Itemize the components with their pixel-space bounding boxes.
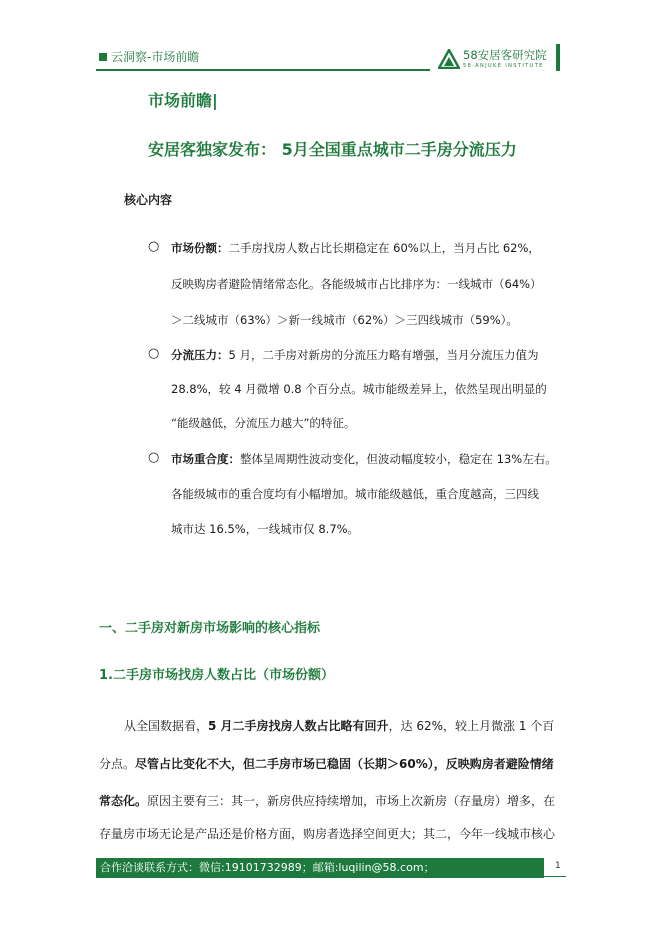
paragraph-line	[99, 755, 554, 773]
footer-contact: 合作洽谈联系方式：微信:19101732989；邮箱:luqilin@58.com；	[100, 861, 435, 874]
logo-text: 58安居客研究院	[463, 48, 547, 62]
bullet-line	[171, 239, 540, 257]
bullet-line: 各能级城市的重合度均有小幅增加。城市能级越低，重合度越高，三四线	[171, 487, 539, 501]
paragraph-bold: 常态化。	[99, 794, 148, 808]
bullet-line	[171, 346, 538, 364]
bullet-text: 5 月，二手房对新房的分流压力略有增强，当月分流压力值为	[228, 348, 539, 362]
paragraph-line	[124, 717, 554, 735]
bullet-circle-icon: ○	[148, 346, 160, 361]
bullet-line: ＞二线城市（63%）＞新一线城市（62%）＞三四线城市（59%）。	[171, 313, 518, 327]
bullet-line: 反映购房者避险情绪常态化。各能级城市占比排序为：一线城市（64%）	[171, 277, 542, 291]
paragraph-bold: 尽管占比变化不大，但二手房市场已稳固（长期＞60%），反映购房者避险情绪	[135, 757, 554, 771]
logo-subtext: 58·ANJUKE INSTITUTE	[463, 63, 544, 69]
header-square-icon	[99, 53, 107, 61]
bullet-label: 市场重合度：	[171, 452, 240, 466]
header-title: 云洞察-市场前瞻	[111, 50, 200, 64]
bullet-line: 城市达 16.5%，一线城市仅 8.7%。	[171, 522, 360, 536]
bullet-circle-icon: ○	[148, 450, 160, 465]
heading-1: 一、二手房对新房市场影响的核心指标	[99, 621, 321, 636]
logo-icon	[438, 49, 460, 69]
paragraph-text: 分点。	[99, 757, 136, 771]
bullet-text: 二手房找房人数占比长期稳定在 60%以上，当月占比 62%，	[228, 241, 540, 255]
bullet-text: 整体呈周期性波动变化，但波动幅度较小，稳定在 13%左右。	[240, 452, 557, 466]
header-rule	[96, 69, 430, 71]
paragraph-text: 从全国数据看，	[124, 719, 209, 733]
bullet-line: 28.8%，较 4 月微增 0.8 个百分点。城市能级差异上，依然呈现出明显的	[171, 382, 547, 396]
heading-2: 1.二手房市场找房人数占比（市场份额）	[99, 668, 334, 683]
paragraph-line	[99, 792, 555, 810]
paragraph-bold: 5 月二手房找房人数占比略有回升	[208, 719, 389, 733]
page-number: 1	[555, 861, 561, 871]
section-title: 市场前瞻|	[148, 91, 218, 110]
bullet-label: 分流压力：	[171, 348, 229, 362]
paragraph-text: 原因主要有三：其一，新房供应持续增加，市场上次新房（存量房）增多，在	[147, 794, 556, 808]
paragraph-line: 存量房市场无论是产品还是价格方面，购房者选择空间更大；其二，今年一线城市核心	[99, 827, 556, 841]
logo-bar	[556, 44, 560, 71]
footer-rule	[96, 876, 566, 877]
bullet-label: 市场份额：	[171, 241, 229, 255]
bullet-line	[171, 450, 557, 468]
bullet-circle-icon: ○	[148, 239, 160, 254]
paragraph-text: ，达 62%，较上月微涨 1 个百	[388, 719, 555, 733]
core-heading: 核心内容	[124, 193, 173, 207]
main-title: 安居客独家发布： 5月全国重点城市二手房分流压力	[148, 140, 517, 159]
bullet-line: “能级越低，分流压力越大”的特征。	[171, 416, 356, 430]
